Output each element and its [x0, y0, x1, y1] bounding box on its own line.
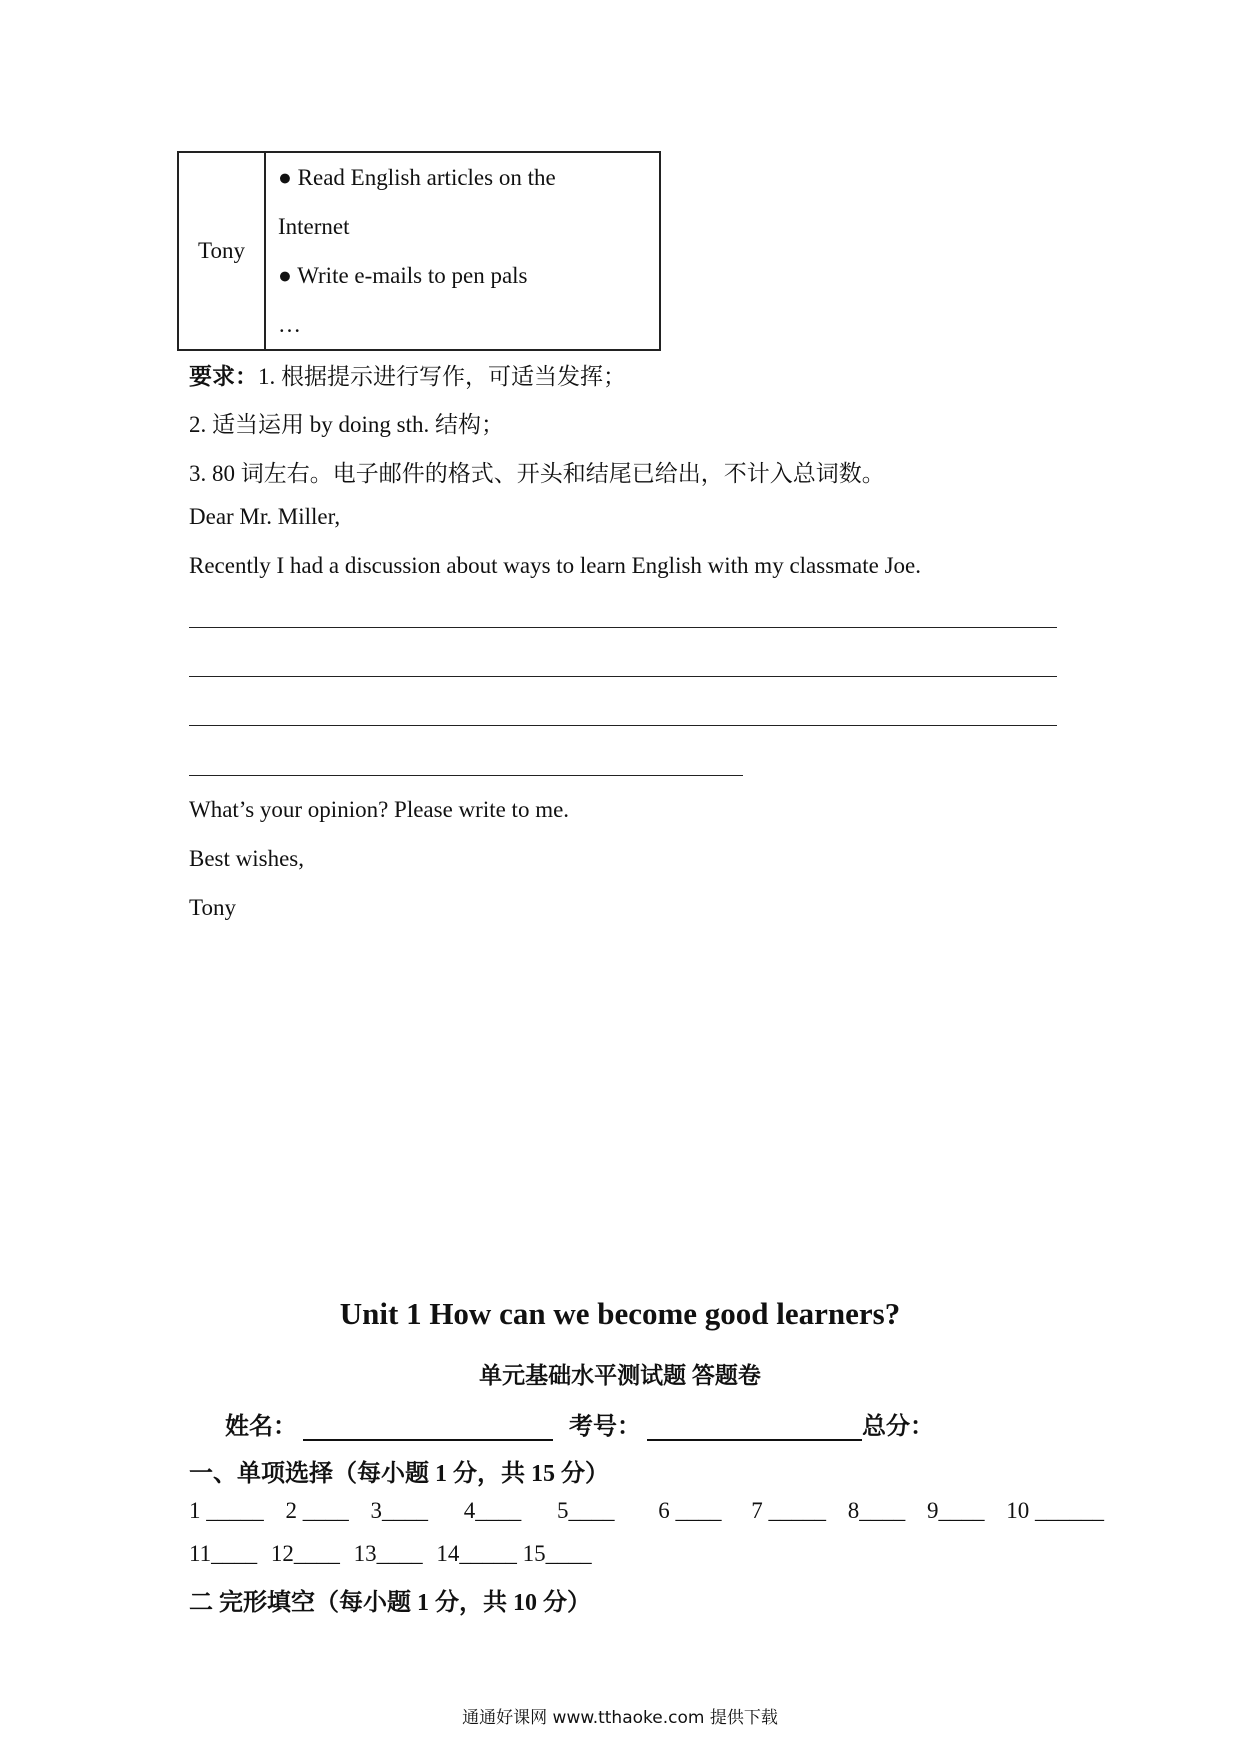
answer-blank[interactable]: 14_____	[436, 1541, 517, 1566]
requirements-line-3: 3. 80 词左右。电子邮件的格式、开头和结尾已给出，不计入总词数。	[189, 461, 885, 486]
requirements-label: 要求：	[189, 364, 258, 389]
letter-signature: Tony	[189, 895, 236, 920]
answer-blank[interactable]: 4____	[463, 1498, 522, 1523]
answer-sheet-subtitle: 单元基础水平测试题 答题卷	[479, 1363, 761, 1388]
letter-sign-off: Best wishes,	[189, 846, 304, 871]
answer-sheet-title: Unit 1 How can we become good learners?	[339, 1296, 901, 1331]
table-name-cell: Tony	[178, 152, 265, 350]
letter-greeting: Dear Mr. Miller,	[189, 504, 341, 529]
answer-blank[interactable]: 13____	[353, 1541, 423, 1566]
answer-blank[interactable]: 5____	[557, 1498, 615, 1523]
answer-blank[interactable]: 1 _____	[189, 1498, 264, 1523]
requirements-line-1: 要求：1. 根据提示进行写作，可适当发挥；	[189, 364, 626, 389]
answer-blank[interactable]: 12____	[270, 1541, 340, 1566]
table-item: …	[278, 312, 301, 337]
answer-blank[interactable]: 7 _____	[751, 1498, 826, 1523]
page-footer: 通通好课网 www.tthaoke.com 提供下载	[462, 1708, 778, 1728]
name-field[interactable]	[303, 1413, 553, 1441]
hint-table	[177, 151, 661, 351]
info-row	[225, 1406, 934, 1441]
score-label: 总分：	[862, 1414, 934, 1440]
section-1-heading: 一、单项选择（每小题 1 分，共 15 分）	[189, 1461, 609, 1487]
number-field[interactable]	[647, 1413, 862, 1441]
section-2-heading: 二 完形填空（每小题 1 分，共 10 分）	[189, 1590, 591, 1616]
letter-opening: Recently I had a discussion about ways to learn English with my classmate Joe.	[189, 553, 922, 578]
table-item: Internet	[278, 214, 350, 239]
writing-line[interactable]	[189, 775, 743, 776]
answer-blank[interactable]: 11____	[189, 1541, 258, 1566]
writing-line[interactable]	[189, 676, 1057, 677]
requirements-line-2: 2. 适当运用 by doing sth. 结构；	[189, 412, 504, 437]
answer-blank[interactable]: 15____	[522, 1541, 592, 1566]
number-label: 考号：	[569, 1414, 641, 1440]
answer-blank[interactable]: 3____	[370, 1498, 428, 1523]
answer-row-1	[189, 1498, 1104, 1524]
answer-blank[interactable]: 10 ______	[1006, 1498, 1104, 1523]
table-items-cell	[265, 152, 660, 350]
letter-closing-question: What’s your opinion? Please write to me.	[189, 797, 570, 822]
writing-line[interactable]	[189, 627, 1057, 628]
table-item: ● Read English articles on the	[278, 165, 556, 190]
writing-line[interactable]	[189, 725, 1057, 726]
name-label: 姓名：	[225, 1414, 297, 1440]
answer-blank[interactable]: 6 ____	[658, 1498, 722, 1523]
answer-blank[interactable]: 8____	[847, 1498, 906, 1523]
answer-blank[interactable]: 2 ____	[285, 1498, 349, 1523]
table-item: ● Write e-mails to pen pals	[278, 263, 528, 288]
answer-row-2	[189, 1541, 608, 1567]
answer-blank[interactable]: 9____	[927, 1498, 985, 1523]
